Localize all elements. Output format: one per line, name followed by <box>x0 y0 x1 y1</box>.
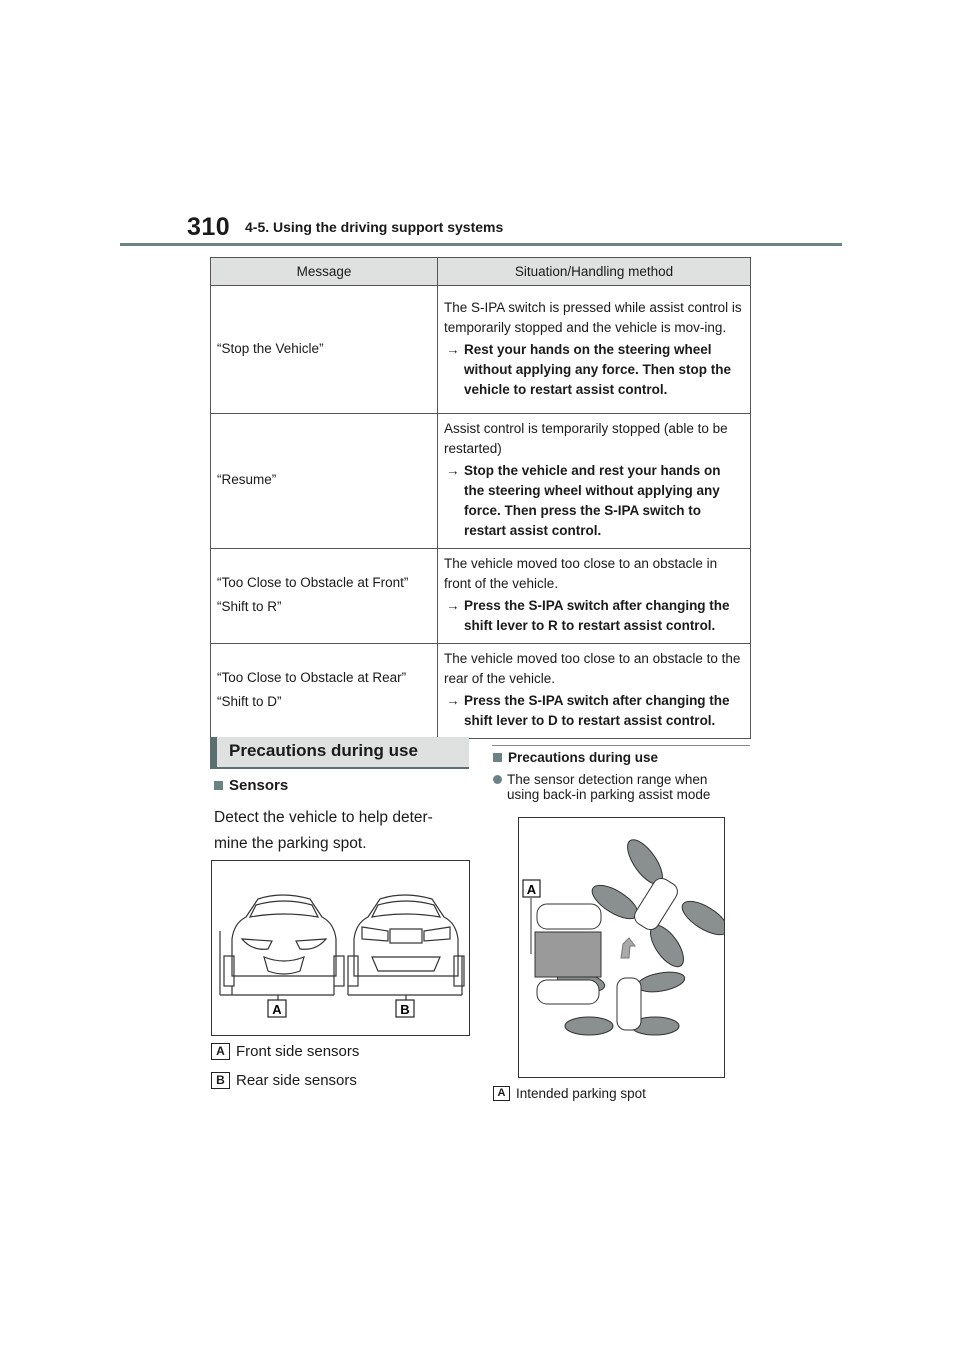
bullet-text: The sensor detection range when using back-in parking assist mode <box>507 772 711 802</box>
legend-item <box>211 1072 357 1089</box>
legend-item <box>211 1043 359 1060</box>
situation-text: The vehicle moved too close to an obstacle to the rear of the vehicle. <box>444 651 741 686</box>
own-car-reversing <box>631 875 681 933</box>
arrow-icon: → <box>446 598 460 613</box>
situation-cell <box>438 414 751 549</box>
sensors-subheading-text: Sensors <box>229 777 289 794</box>
legend-key: A <box>493 1086 510 1101</box>
right-column-rule <box>492 745 750 746</box>
header-rule <box>120 243 842 246</box>
legend-key: B <box>211 1072 230 1089</box>
table-row <box>211 414 751 549</box>
sensor-location-figure <box>211 860 470 1036</box>
message-table <box>210 257 751 739</box>
label-b-text: B <box>400 1002 410 1017</box>
parked-car-top <box>537 904 601 929</box>
arrow-icon: → <box>446 463 460 478</box>
situation-cell <box>438 644 751 739</box>
parking-spot <box>535 932 601 977</box>
message-text: “Too Close to Obstacle at Front” <box>217 575 409 590</box>
situation-text: The vehicle moved too close to an obstacle in front of the vehicle. <box>444 556 718 591</box>
section-title: 4-5. Using the driving support systems <box>245 219 504 235</box>
page-number: 310 <box>187 213 231 241</box>
handling-method <box>444 691 744 731</box>
column-header-message: Message <box>211 258 438 286</box>
right-heading-text: Precautions during use <box>508 750 659 765</box>
handling-text: Press the S-IPA switch after changing the shift lever to R to restart assist control. <box>464 598 730 633</box>
sensors-description: Detect the vehicle to help deter-mine the parking spot. <box>214 809 433 852</box>
bullet-item <box>493 772 742 802</box>
situation-text: The S-IPA switch is pressed while assist control is temporarily stopped and the vehicle is mov-ing. <box>444 299 742 335</box>
precautions-heading-text: Precautions during use <box>229 741 418 760</box>
label-a-text: A <box>526 882 537 897</box>
message-cell <box>211 549 438 644</box>
label-a-text: A <box>272 1002 282 1017</box>
message-text: “Stop the Vehicle” <box>217 340 324 356</box>
parking-assist-illustration <box>519 818 724 1077</box>
message-cell <box>211 644 438 739</box>
own-car-start <box>617 978 641 1030</box>
message-text: “Shift to D” <box>217 694 282 709</box>
handling-method <box>444 340 744 400</box>
arrow-icon: → <box>446 341 460 357</box>
legend-item <box>493 1086 646 1101</box>
legend-text: Intended parking spot <box>516 1086 646 1101</box>
situation-cell <box>438 286 751 414</box>
handling-text: Stop the vehicle and rest your hands on the steering wheel without applying any force. Then press the S-IPA switch to restart assist control. <box>464 463 721 538</box>
legend-key: A <box>211 1043 230 1060</box>
message-text: “Resume” <box>217 472 277 487</box>
message-text: “Too Close to Obstacle at Rear” <box>217 670 407 685</box>
handling-method <box>444 596 744 636</box>
table-row <box>211 644 751 739</box>
reverse-direction-arrow-icon <box>621 938 635 958</box>
detection-range-figure <box>518 817 725 1078</box>
precautions-heading <box>210 737 469 769</box>
round-bullet-icon <box>493 775 502 784</box>
handling-method <box>444 461 744 541</box>
square-bullet-icon <box>493 753 502 762</box>
table-header-row <box>211 258 751 286</box>
handling-text: Press the S-IPA switch after changing the shift lever to D to restart assist control. <box>464 693 730 728</box>
square-bullet-icon <box>214 781 223 790</box>
parked-car-bottom <box>537 980 599 1004</box>
situation-cell <box>438 549 751 644</box>
message-cell <box>211 414 438 549</box>
table-row <box>211 286 751 414</box>
message-cell <box>211 286 438 414</box>
column-header-situation: Situation/Handling method <box>438 258 751 286</box>
arrow-icon: → <box>446 693 460 708</box>
situation-text: Assist control is temporarily stopped (able to be restarted) <box>444 421 728 456</box>
car-front-rear-illustration <box>212 861 469 1035</box>
message-text: “Shift to R” <box>217 599 282 614</box>
legend-text: Front side sensors <box>236 1043 360 1060</box>
table-row <box>211 549 751 644</box>
sensors-subheading <box>214 777 288 794</box>
legend-text: Rear side sensors <box>236 1072 357 1089</box>
right-heading <box>493 750 658 765</box>
handling-text: Rest your hands on the steering wheel without applying any force. Then stop the vehicle to restart assist control. <box>464 341 732 397</box>
